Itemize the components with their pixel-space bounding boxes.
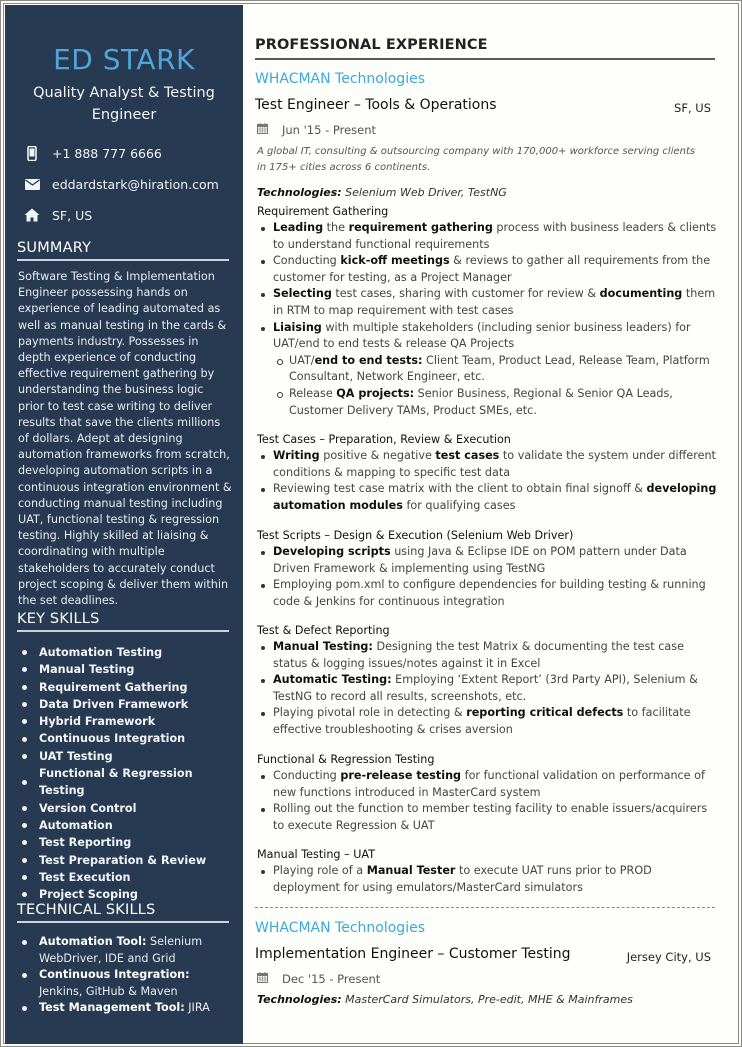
location-text: SF, US <box>52 207 93 223</box>
bullet-icon <box>22 840 27 845</box>
job-location: SF, US <box>674 101 711 115</box>
bullet-icon <box>22 667 27 672</box>
mobile-phone-icon <box>21 145 43 161</box>
list-item: Functional & Regression Testing <box>17 765 232 800</box>
phone-number[interactable]: +1 888 777 6666 <box>52 145 162 161</box>
company-name: WHACMAN Technologies <box>255 71 425 87</box>
job-technologies: Technologies: MasterCard Simulators, Pre-edit, MHE & Mainframes <box>257 993 633 1006</box>
bullet-list <box>257 448 717 514</box>
list-item: Playing role of a Manual Tester to execute UAT runs prior to PROD deployment for using emulators/MasterCard simulators <box>257 863 717 896</box>
key-skills-list <box>17 644 232 903</box>
key-skills-heading: KEY SKILLS <box>17 611 229 632</box>
bullet-icon <box>22 823 27 828</box>
list-item: Liaising with multiple stakeholders (including senior business leaders) for UAT/end to end tests & release QA Projects <box>257 320 717 353</box>
list-item: Automation Tool: Selenium WebDriver, IDE and Grid <box>17 934 232 967</box>
bullet-icon <box>22 973 27 978</box>
calendar-icon <box>257 972 268 986</box>
calendar-icon <box>257 123 268 137</box>
summary-heading: SUMMARY <box>17 240 229 261</box>
responsibility-group <box>257 527 717 610</box>
group-heading: Functional & Regression Testing <box>257 753 435 766</box>
list-item: Test Preparation & Review <box>17 852 232 869</box>
list-item: Continuous Integration <box>17 730 232 747</box>
job-date: Dec '15 - Present <box>257 972 380 986</box>
bullet-icon <box>22 875 27 880</box>
contact-phone <box>21 143 241 163</box>
group-heading: Test Cases – Preparation, Review & Execution <box>257 433 511 446</box>
list-item: Leading the requirement gathering process with business leaders & clients to understand functional requirements <box>257 220 717 253</box>
list-item: Playing pivotal role in detecting & reporting critical defects to facilitate effective troubleshooting & crises aversion <box>257 705 717 738</box>
group-heading: Test & Defect Reporting <box>257 624 390 637</box>
group-heading: Requirement Gathering <box>257 205 389 218</box>
bullet-icon <box>22 754 27 759</box>
list-item: Automation Testing <box>17 644 232 661</box>
list-item: Rolling out the function to member testing facility to enable issuers/acquirers to execute Regression & UAT <box>257 801 717 834</box>
bullet-icon <box>22 702 27 707</box>
bullet-icon <box>22 806 27 811</box>
list-item: Manual Testing <box>17 661 232 678</box>
list-item: Project Scoping <box>17 886 232 903</box>
bullet-list <box>257 639 717 739</box>
list-item: Developing scripts using Java & Eclipse IDE on POM pattern under Data Driven Framework & implementing using TestNG <box>257 544 717 577</box>
sub-list-item: Release QA projects: Senior Business, Regional & Senior QA Leads, Customer Delivery TAMs, Product SMEs, etc. <box>257 386 717 419</box>
list-item: UAT Testing <box>17 748 232 765</box>
bullet-icon <box>22 685 27 690</box>
bullet-icon <box>22 892 27 897</box>
technical-skills-heading: TECHNICAL SKILLS <box>17 902 229 923</box>
job-technologies: Technologies: Selenium Web Driver, TestNG <box>257 186 507 199</box>
list-item: Test Management Tool: JIRA <box>17 1000 232 1017</box>
company-description: A global IT, consulting & outsourcing company with 170,000+ workforce serving clients in 175+ cities across 6 continents. <box>257 146 696 173</box>
responsibility-group <box>257 846 717 896</box>
bullet-list <box>257 863 717 896</box>
list-item: Selecting test cases, sharing with customer for review & documenting them in RTM to map requirement with test cases <box>257 286 717 319</box>
list-item: Conducting pre-release testing for functional validation on performance of new functions introduced in MasterCard system <box>257 768 717 801</box>
list-item: Writing positive & negative test cases to validate the system under different conditions & mapping to specific test data <box>257 448 717 481</box>
job-location: Jersey City, US <box>626 950 711 964</box>
responsibility-group <box>257 622 717 739</box>
bullet-icon <box>22 940 27 945</box>
candidate-name: ED STARK <box>53 43 195 76</box>
group-heading: Test Scripts – Design & Execution (Selenium Web Driver) <box>257 529 574 542</box>
group-heading: Manual Testing – UAT <box>257 848 376 861</box>
list-item: Reviewing test case matrix with the client to obtain final signoff & developing automation modules for qualifying cases <box>257 481 717 514</box>
list-item: Test Execution <box>17 869 232 886</box>
company-name: WHACMAN Technologies <box>255 920 425 936</box>
bullet-icon <box>22 780 27 785</box>
bullet-list <box>257 768 717 834</box>
list-item: Automation <box>17 817 232 834</box>
list-item: Employing pom.xml to configure dependencies for building testing & running code & Jenkins for continuous integration <box>257 577 717 610</box>
list-item: Hybrid Framework <box>17 713 232 730</box>
list-item: Requirement Gathering <box>17 679 232 696</box>
home-icon <box>21 207 43 223</box>
list-item: Version Control <box>17 800 232 817</box>
list-item: Data Driven Framework <box>17 696 232 713</box>
envelope-icon <box>21 176 43 192</box>
responsibility-group <box>257 751 717 834</box>
bullet-icon <box>22 719 27 724</box>
candidate-title: Quality Analyst & Testing Engineer <box>33 85 215 123</box>
contact-location <box>21 205 241 225</box>
responsibility-group <box>257 203 717 419</box>
contact-email <box>21 174 241 194</box>
responsibility-group <box>257 431 717 514</box>
job-divider <box>255 907 715 908</box>
bullet-icon <box>22 737 27 742</box>
summary-text: Software Testing & Implementation Engineer possessing hands on experience of leading automated as well as manual testing in the cards & payments industry. Possesses in depth experience of conducting effective requirement gathering by understanding the business logic prior to test case writing to deliver results that save the clients millions of dollars. Adept at designing automation frameworks from scratch, developing automation scripts in a continuous integration environment & conducting manual testing including UAT, functional testing & regression testing. Highly skilled at liaising & coordinating with multiple stakeholders to accurately conduct project scoping & deliver them within the set deadlines. <box>18 270 232 608</box>
bullet-list <box>257 220 717 419</box>
list-item: Continuous Integration: Jenkins, GitHub & Maven <box>17 967 232 1000</box>
job-date: Jun '15 - Present <box>257 123 376 137</box>
bullet-icon <box>22 650 27 655</box>
bullet-list <box>257 544 717 610</box>
sidebar <box>5 5 243 1044</box>
list-item: Automatic Testing: Employing ‘Extent Report’ (3rd Party API), Selenium & TestNG to record all results, screenshots, etc. <box>257 672 717 705</box>
list-item: Test Reporting <box>17 834 232 851</box>
list-item: Manual Testing: Designing the test Matrix & documenting the test case status & logging issues/notes against it in Excel <box>257 639 717 672</box>
professional-experience-heading: PROFESSIONAL EXPERIENCE <box>255 37 715 60</box>
bullet-icon <box>22 858 27 863</box>
list-item: Conducting kick-off meetings & reviews to gather all requirements from the customer for testing, as a Project Manager <box>257 253 717 286</box>
technical-skills-list <box>17 934 232 1017</box>
sub-list-item: UAT/end to end tests: Client Team, Product Lead, Release Team, Platform Consultant, Network Engineer, etc. <box>257 353 717 386</box>
email-address[interactable]: eddardstark@hiration.com <box>52 176 219 192</box>
job-role: Test Engineer – Tools & Operations <box>255 97 497 113</box>
job-role: Implementation Engineer – Customer Testing <box>255 946 571 962</box>
bullet-icon <box>22 1006 27 1011</box>
